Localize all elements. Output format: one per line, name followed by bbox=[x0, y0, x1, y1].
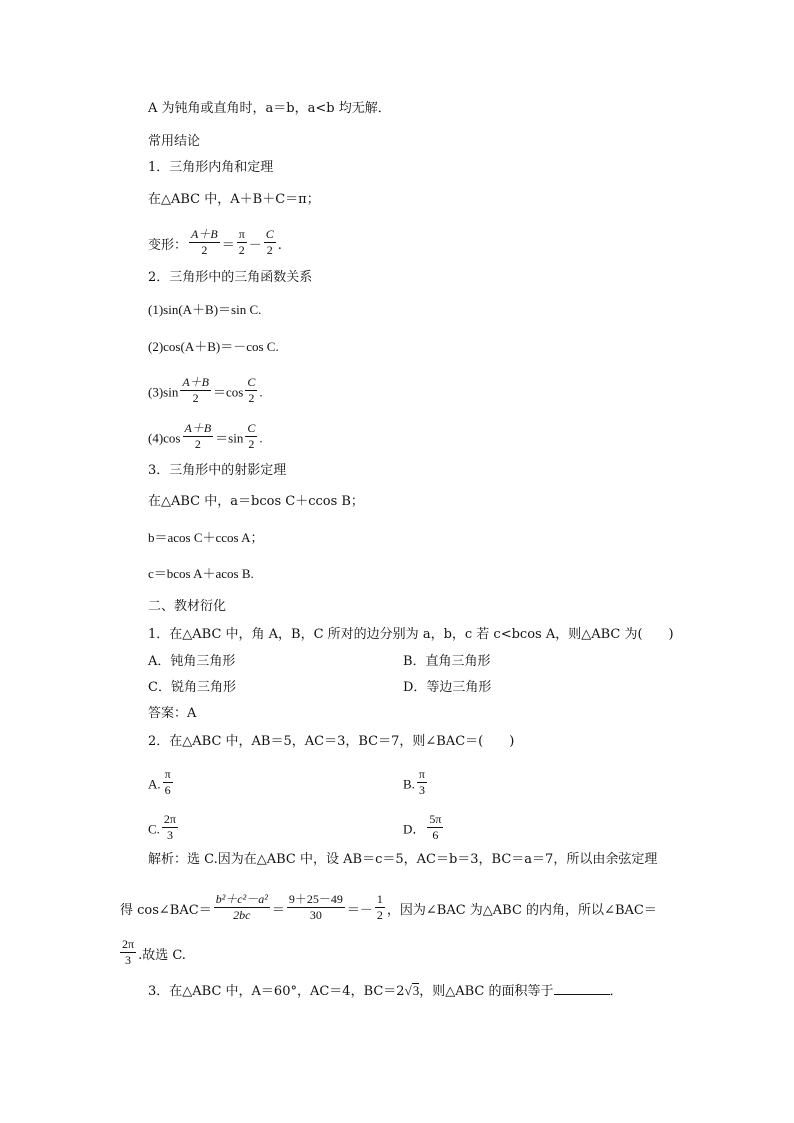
fraction: $\frac{C}{2}$ bbox=[247, 421, 256, 451]
answer-blank bbox=[554, 982, 610, 995]
fraction: $\frac{2\pi}{3}$ bbox=[122, 937, 135, 967]
fraction: $\frac{5\pi}{6}$ bbox=[429, 812, 442, 842]
heading-common-conclusions: 常用结论 bbox=[148, 134, 201, 149]
question-2-option-b: B. $\frac{\pi}{3}$ bbox=[403, 767, 425, 797]
heading-angle-sum: 1．三角形内角和定理 bbox=[148, 160, 274, 175]
fraction: $\frac{1}{2}$ bbox=[376, 892, 383, 922]
heading-trig-relations: 2．三角形中的三角函数关系 bbox=[148, 270, 313, 285]
question-2-option-c: C. $\frac{2\pi}{3}$ bbox=[148, 812, 176, 842]
fraction: $\frac{2\pi}{3}$ bbox=[163, 812, 176, 842]
heading-projection: 3．三角形中的射影定理 bbox=[148, 463, 287, 478]
fraction: $\frac{\pi}{2}$ bbox=[238, 227, 245, 257]
question-2-solution-line-1: 解析：选 C.因为在△ABC 中，设 AB＝c＝5，AC＝b＝3，BC＝a＝7，所以由余弦定理 bbox=[148, 852, 658, 867]
question-1-answer: 答案：A bbox=[148, 706, 197, 721]
formula-projection-c: c＝bcos A＋acos B. bbox=[148, 566, 254, 581]
question-2-option-d: D． $\frac{5\pi}{6}$ bbox=[403, 812, 442, 842]
fraction: $\frac{\pi}{6}$ bbox=[164, 767, 171, 797]
question-2-solution-line-3: $\frac{2\pi}{3}$ .故选 C. bbox=[122, 937, 186, 967]
formula-transform: 变形： $\frac{A+B}{2}$ ＝ $\frac{\pi}{2}$ － $\frac{C}{2}$ . bbox=[148, 227, 282, 257]
fraction: $\frac{\text{b²＋c²－a²}}{2bc}$ bbox=[215, 892, 268, 922]
text-angle-sum: 在△ABC 中，A＋B＋C＝π； bbox=[148, 192, 320, 207]
formula-projection-a: 在△ABC 中，a＝bcos C＋ccos B； bbox=[148, 494, 364, 509]
question-2-stem: 2．在△ABC 中，AB＝5，AC＝3，BC＝7，则∠BAC＝( ) bbox=[148, 734, 515, 749]
formula-projection-b: b＝acos C＋ccos A； bbox=[148, 530, 264, 545]
formula-1: (1)sin(A＋B)＝sin C. bbox=[148, 302, 262, 317]
question-1-option-d: D．等边三角形 bbox=[403, 680, 492, 695]
fraction: $\frac{A+B}{2}$ bbox=[191, 227, 218, 257]
fraction: $\frac{A+B}{2}$ bbox=[184, 421, 212, 451]
question-1-stem: 1．在△ABC 中，角 A，B，C 所对的边分别为 a，b，c 若 c<bcos A，则△ABC 为( ) bbox=[148, 627, 674, 642]
fraction: $\frac{\pi}{3}$ bbox=[418, 767, 425, 797]
formula-4: (4)cos $\frac{A+B}{2}$ ＝sin $\frac{C}{2}$ . bbox=[148, 421, 263, 451]
fraction: $\frac{A+B}{2}$ bbox=[182, 375, 210, 405]
label-transform: 变形： bbox=[148, 238, 188, 253]
fraction: $\frac{C}{2}$ bbox=[265, 227, 274, 257]
question-2-solution-line-2: 得 cos∠BAC＝ $\frac{\text{b²＋c²－a²}}{2bc}$ ＝ $\frac{9+25-49}{30}$ ＝－ $\frac{1}{2}$ ，因为∠BAC 为△ABC 的内角，所以∠BAC＝ bbox=[120, 892, 657, 922]
section-heading-textbook: 二、教材衍化 bbox=[148, 599, 227, 614]
question-1-option-a: A．钝角三角形 bbox=[148, 654, 236, 669]
formula-3: (3)sin $\frac{A+B}{2}$ ＝cos $\frac{C}{2}$ . bbox=[148, 375, 263, 405]
formula-2: (2)cos(A＋B)＝－cos C. bbox=[148, 339, 279, 354]
question-2-option-a: A. $\frac{\pi}{6}$ bbox=[148, 767, 171, 797]
text-line-obtuse-note: A 为钝角或直角时，a＝b，a<b 均无解． bbox=[148, 101, 391, 116]
fraction: $\frac{9+25-49}{30}$ bbox=[288, 892, 343, 922]
fraction: $\frac{C}{2}$ bbox=[247, 375, 256, 405]
question-1-option-b: B．直角三角形 bbox=[403, 654, 491, 669]
sqrt-radicand: 3 bbox=[412, 983, 420, 998]
question-1-option-c: C．锐角三角形 bbox=[148, 680, 236, 695]
question-3-stem: 3．在△ABC 中，A＝60°，AC＝4，BC＝2√3，则△ABC 的面积等于 ． bbox=[148, 983, 623, 999]
